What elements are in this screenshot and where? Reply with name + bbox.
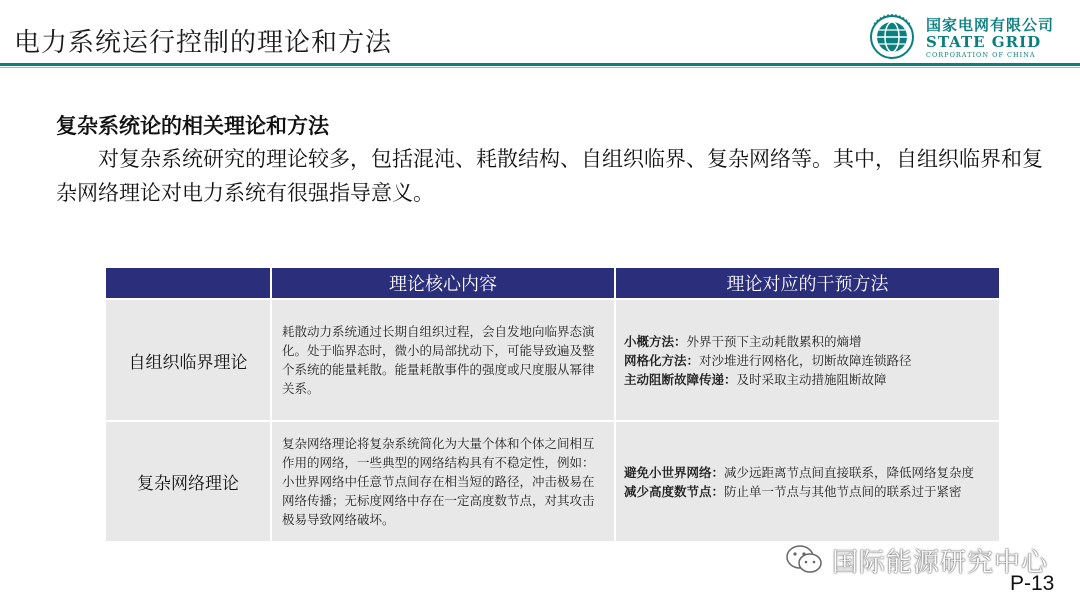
method-text: 外界干预下主动耗散累积的熵增 — [686, 333, 862, 349]
row-label: 复杂网络理论 — [106, 421, 271, 541]
page-number: P-13 — [1010, 572, 1055, 595]
logo-chinese-name: 国家电网有限公司 — [926, 16, 1055, 34]
page-title: 电力系统运行控制的理论和方法 — [14, 28, 393, 58]
method-term: 主动阻断故障传递： — [624, 371, 737, 387]
method-text: 对沙堆进行网格化，切断故障连锁路径 — [699, 352, 912, 368]
intro-paragraph: 对复杂系统研究的理论较多，包括混沌、耗散结构、自组织临界、复杂网络等。其中，自组织临界和复杂网络理论对电力系统有很强指导意义。 — [56, 147, 1043, 205]
logo-english-name: STATE GRID — [926, 33, 1042, 51]
table-row — [106, 421, 999, 541]
state-grid-logo — [866, 10, 1076, 62]
table-header-intervention-methods: 理论对应的干预方法 — [615, 268, 999, 299]
method-term: 小概方法： — [624, 333, 687, 349]
method-term: 减少高度数节点： — [624, 483, 725, 499]
section-heading: 复杂系统论的相关理论和方法 — [56, 114, 329, 138]
method-text: 及时采取主动措施阻断故障 — [736, 371, 887, 387]
method-item — [624, 332, 989, 351]
theory-content: 复杂网络理论将复杂系统简化为大量个体和个体之间相互作用的网络，一些典型的网络结构具有不稳定性，例如：小世界网络中任意节点间存在相当短的路径，冲击极易在网络传播；无标度网络中存在一定高度数节点，对其攻击极易导致网络破坏。 — [271, 421, 615, 541]
method-item — [624, 370, 989, 389]
method-text: 防止单一节点与其他节点间的联系过于紧密 — [724, 483, 962, 499]
title-rule — [0, 63, 1080, 66]
method-term: 网格化方法： — [624, 352, 700, 368]
globe-logo-icon — [866, 10, 918, 62]
watermark — [784, 540, 1048, 580]
logo-english-subtitle: CORPORATION OF CHINA — [926, 51, 1036, 59]
method-text: 减少远距离节点间直接联系，降低网络复杂度 — [724, 464, 975, 480]
method-item — [624, 482, 989, 501]
method-item — [624, 463, 989, 482]
theory-table — [106, 268, 999, 541]
row-label: 自组织临界理论 — [106, 299, 271, 421]
table-header-empty — [106, 268, 271, 299]
table-row — [106, 299, 999, 421]
method-term: 避免小世界网络： — [624, 464, 725, 480]
intervention-methods — [615, 421, 999, 541]
watermark-text: 国际能源研究中心 — [832, 547, 1049, 578]
table-header-core-content: 理论核心内容 — [271, 268, 615, 299]
wechat-icon — [784, 542, 824, 578]
title-rule-thin — [0, 67, 1080, 68]
theory-content: 耗散动力系统通过长期自组织过程，会自发地向临界态演化。处于临界态时，微小的局部扰动下，可能导致遍及整个系统的能量耗散。能量耗散事件的强度或尺度服从幂律关系。 — [271, 299, 615, 421]
table-header-row — [106, 268, 999, 299]
method-item — [624, 351, 989, 370]
intervention-methods — [615, 299, 999, 421]
